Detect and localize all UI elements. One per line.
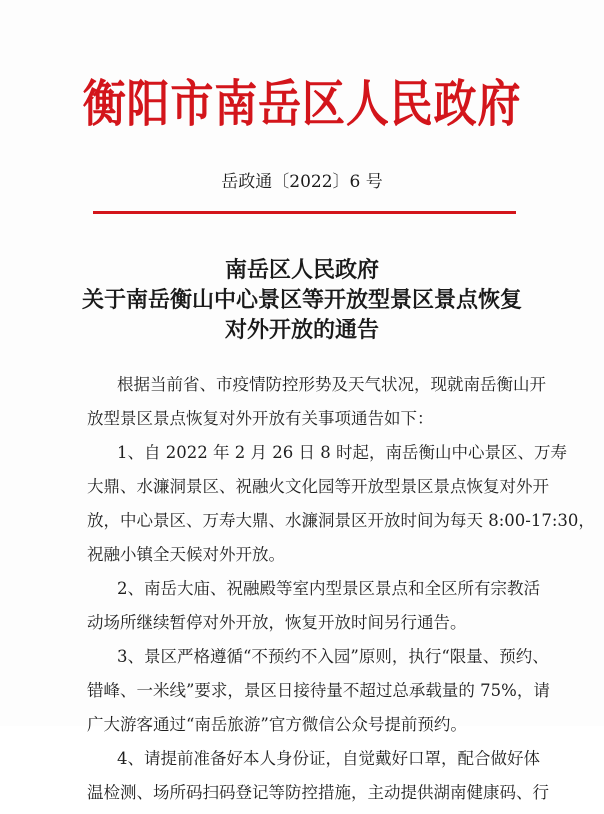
body-line: 放型景区景点恢复对外开放有关事项通告如下： [87,409,434,428]
body-line: 温检测、场所码扫码登记等防控措施，主动提供湖南健康码、行 [87,783,549,802]
body-line: 放，中心景区、万寿大鼎、水濂洞景区开放时间为每天 8:00-17:30， [87,511,595,530]
red-separator-line [93,211,516,214]
title-line-1: 南岳区人民政府 [224,257,379,283]
body-line: 根据当前省、市疫情防控形势及天气状况，现就南岳衡山开 [117,375,546,394]
issuer-masthead: 衡阳市南岳区人民政府 [82,74,522,133]
title-line-2: 关于南岳衡山中心景区等开放型景区景点恢复 [81,287,522,313]
body-line: 广大游客通过“南岳旅游”官方微信公众号提前预约。 [87,715,467,734]
document-number: 岳政通〔2022〕6 号 [221,172,383,192]
body-line: 动场所继续暂停对外开放，恢复开放时间另行通告。 [87,613,467,632]
title-line-3: 对外开放的通告 [224,317,379,343]
body-line: 祝融小镇全天候对外开放。 [87,545,285,564]
body-line: 1、自 2022 年 2 月 26 日 8 时起，南岳衡山中心景区、万寿 [117,443,567,462]
body-line: 错峰、一米线”要求，景区日接待量不超过总承载量的 75%，请 [87,681,550,700]
body-line: 大鼎、水濂洞景区、祝融火文化园等开放型景区景点恢复对外开 [87,477,549,496]
notice-body [87,372,595,814]
body-line: 3、景区严格遵循“不预约不入园”原则，执行“限量、预约、 [117,647,549,666]
body-line: 4、请提前准备好本人身份证，自觉戴好口罩，配合做好体 [117,749,540,768]
body-line: 2、南岳大庙、祝融殿等室内型景区景点和全区所有宗教活 [117,579,540,598]
